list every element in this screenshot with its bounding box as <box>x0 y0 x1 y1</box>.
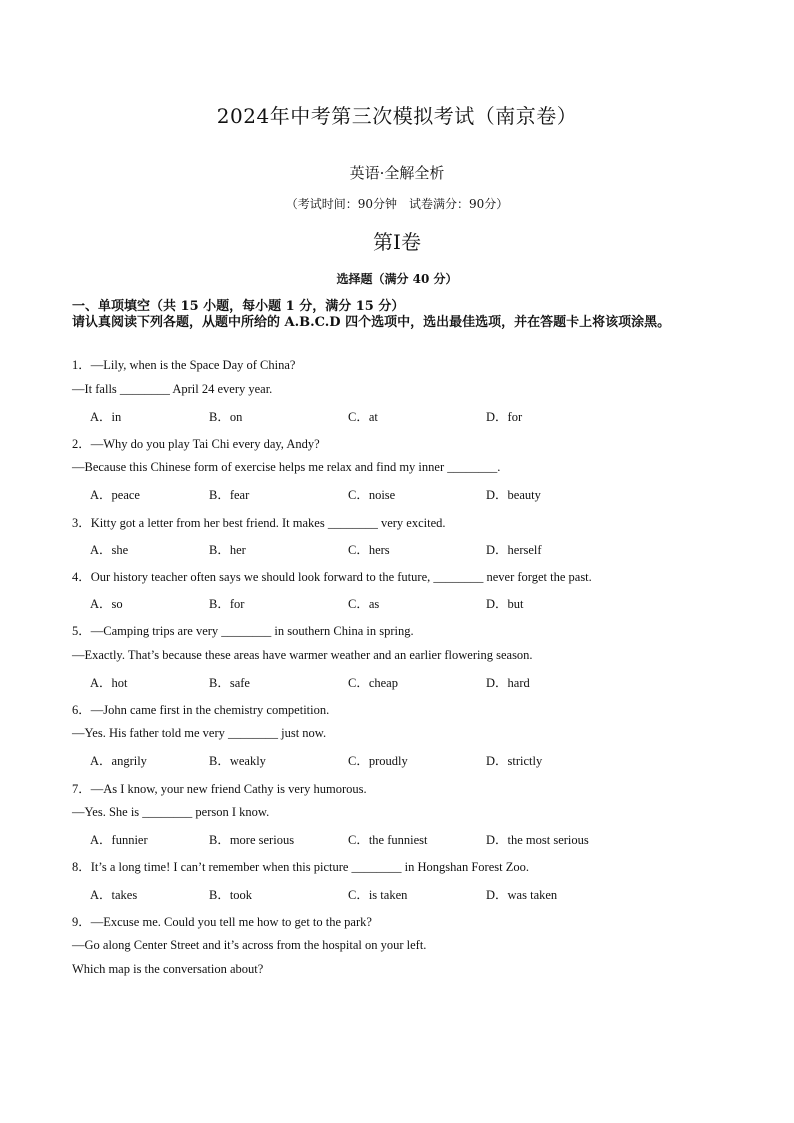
option-d: D．the most serious <box>486 833 589 847</box>
option-a: A．takes <box>90 888 138 902</box>
option-a: A．she <box>90 543 129 557</box>
question-line: —Go along Center Street and it’s across from the hospital on your left. <box>72 938 427 952</box>
question-line: —Exactly. That’s because these areas have warmer weather and an earlier flowering season. <box>72 648 533 662</box>
option-d: D．herself <box>486 543 542 557</box>
option-d: D．strictly <box>486 754 543 768</box>
option-d: D．hard <box>486 676 530 690</box>
option-c: C．at <box>348 410 378 424</box>
exam-subtitle: 英语·全解全析 <box>349 164 445 182</box>
question-stem: 8．It’s a long time! I can’t remember when this picture ________ in Hongshan Forest Zoo. <box>72 860 529 874</box>
option-c: C．proudly <box>348 754 408 768</box>
question-stem: 9．—Excuse me. Could you tell me how to get to the park? <box>72 915 372 929</box>
option-c: C．cheap <box>348 676 398 690</box>
option-b: B．took <box>209 888 253 902</box>
question-stem: 1．—Lily, when is the Space Day of China? <box>72 358 296 372</box>
option-d: D．but <box>486 597 524 611</box>
option-b: B．more serious <box>209 833 295 847</box>
exam-meta: （考试时间：90分钟 试卷满分：90分） <box>285 197 509 211</box>
question-stem: 7．—As I know, your new friend Cathy is very humorous. <box>72 782 367 796</box>
option-b: B．safe <box>209 676 250 690</box>
option-d: D．was taken <box>486 888 558 902</box>
option-c: C．the funniest <box>348 833 428 847</box>
option-d: D．for <box>486 410 523 424</box>
option-b: B．on <box>209 410 243 424</box>
option-c: C．noise <box>348 488 396 502</box>
option-b: B．weakly <box>209 754 266 768</box>
option-d: D．beauty <box>486 488 541 502</box>
option-c: C．hers <box>348 543 390 557</box>
section-label: 选择题（满分 40 分） <box>336 272 458 286</box>
question-line: —Because this Chinese form of exercise helps me relax and find my inner ________. <box>72 460 501 474</box>
option-a: A．in <box>90 410 122 424</box>
option-a: A．angrily <box>90 754 147 768</box>
option-b: B．for <box>209 597 245 611</box>
question-line: —It falls ________ April 24 every year. <box>72 382 273 396</box>
option-b: B．fear <box>209 488 250 502</box>
question-stem: 4．Our history teacher often says we should look forward to the future, ________ never forget the past. <box>72 570 592 584</box>
question-stem: 6．—John came first in the chemistry competition. <box>72 703 330 717</box>
question-line: —Yes. His father told me very ________ just now. <box>72 726 327 740</box>
option-a: A．hot <box>90 676 128 690</box>
option-a: A．so <box>90 597 123 611</box>
question-stem: 2．—Why do you play Tai Chi every day, Andy? <box>72 437 320 451</box>
option-b: B．her <box>209 543 246 557</box>
question-line: —Yes. She is ________ person I know. <box>72 805 270 819</box>
option-a: A．funnier <box>90 833 148 847</box>
question-line: Which map is the conversation about? <box>72 962 264 976</box>
question-stem: 5．—Camping trips are very ________ in southern China in spring. <box>72 624 414 638</box>
part-heading: 一、单项填空（共 15 小题，每小题 1 分，满分 15 分） <box>72 299 405 314</box>
option-c: C．as <box>348 597 380 611</box>
option-c: C．is taken <box>348 888 408 902</box>
option-a: A．peace <box>90 488 140 502</box>
question-stem: 3．Kitty got a letter from her best friend. It makes ________ very excited. <box>72 516 446 530</box>
exam-title: 2024年中考第三次模拟考试（南京卷） <box>216 104 578 128</box>
volume-heading: 第Ⅰ卷 <box>373 230 421 254</box>
part-instruction: 请认真阅读下列各题，从题中所给的 A.B.C.D 四个选项中，选出最佳选项，并在答题卡上将该项涂黑。 <box>72 315 671 330</box>
